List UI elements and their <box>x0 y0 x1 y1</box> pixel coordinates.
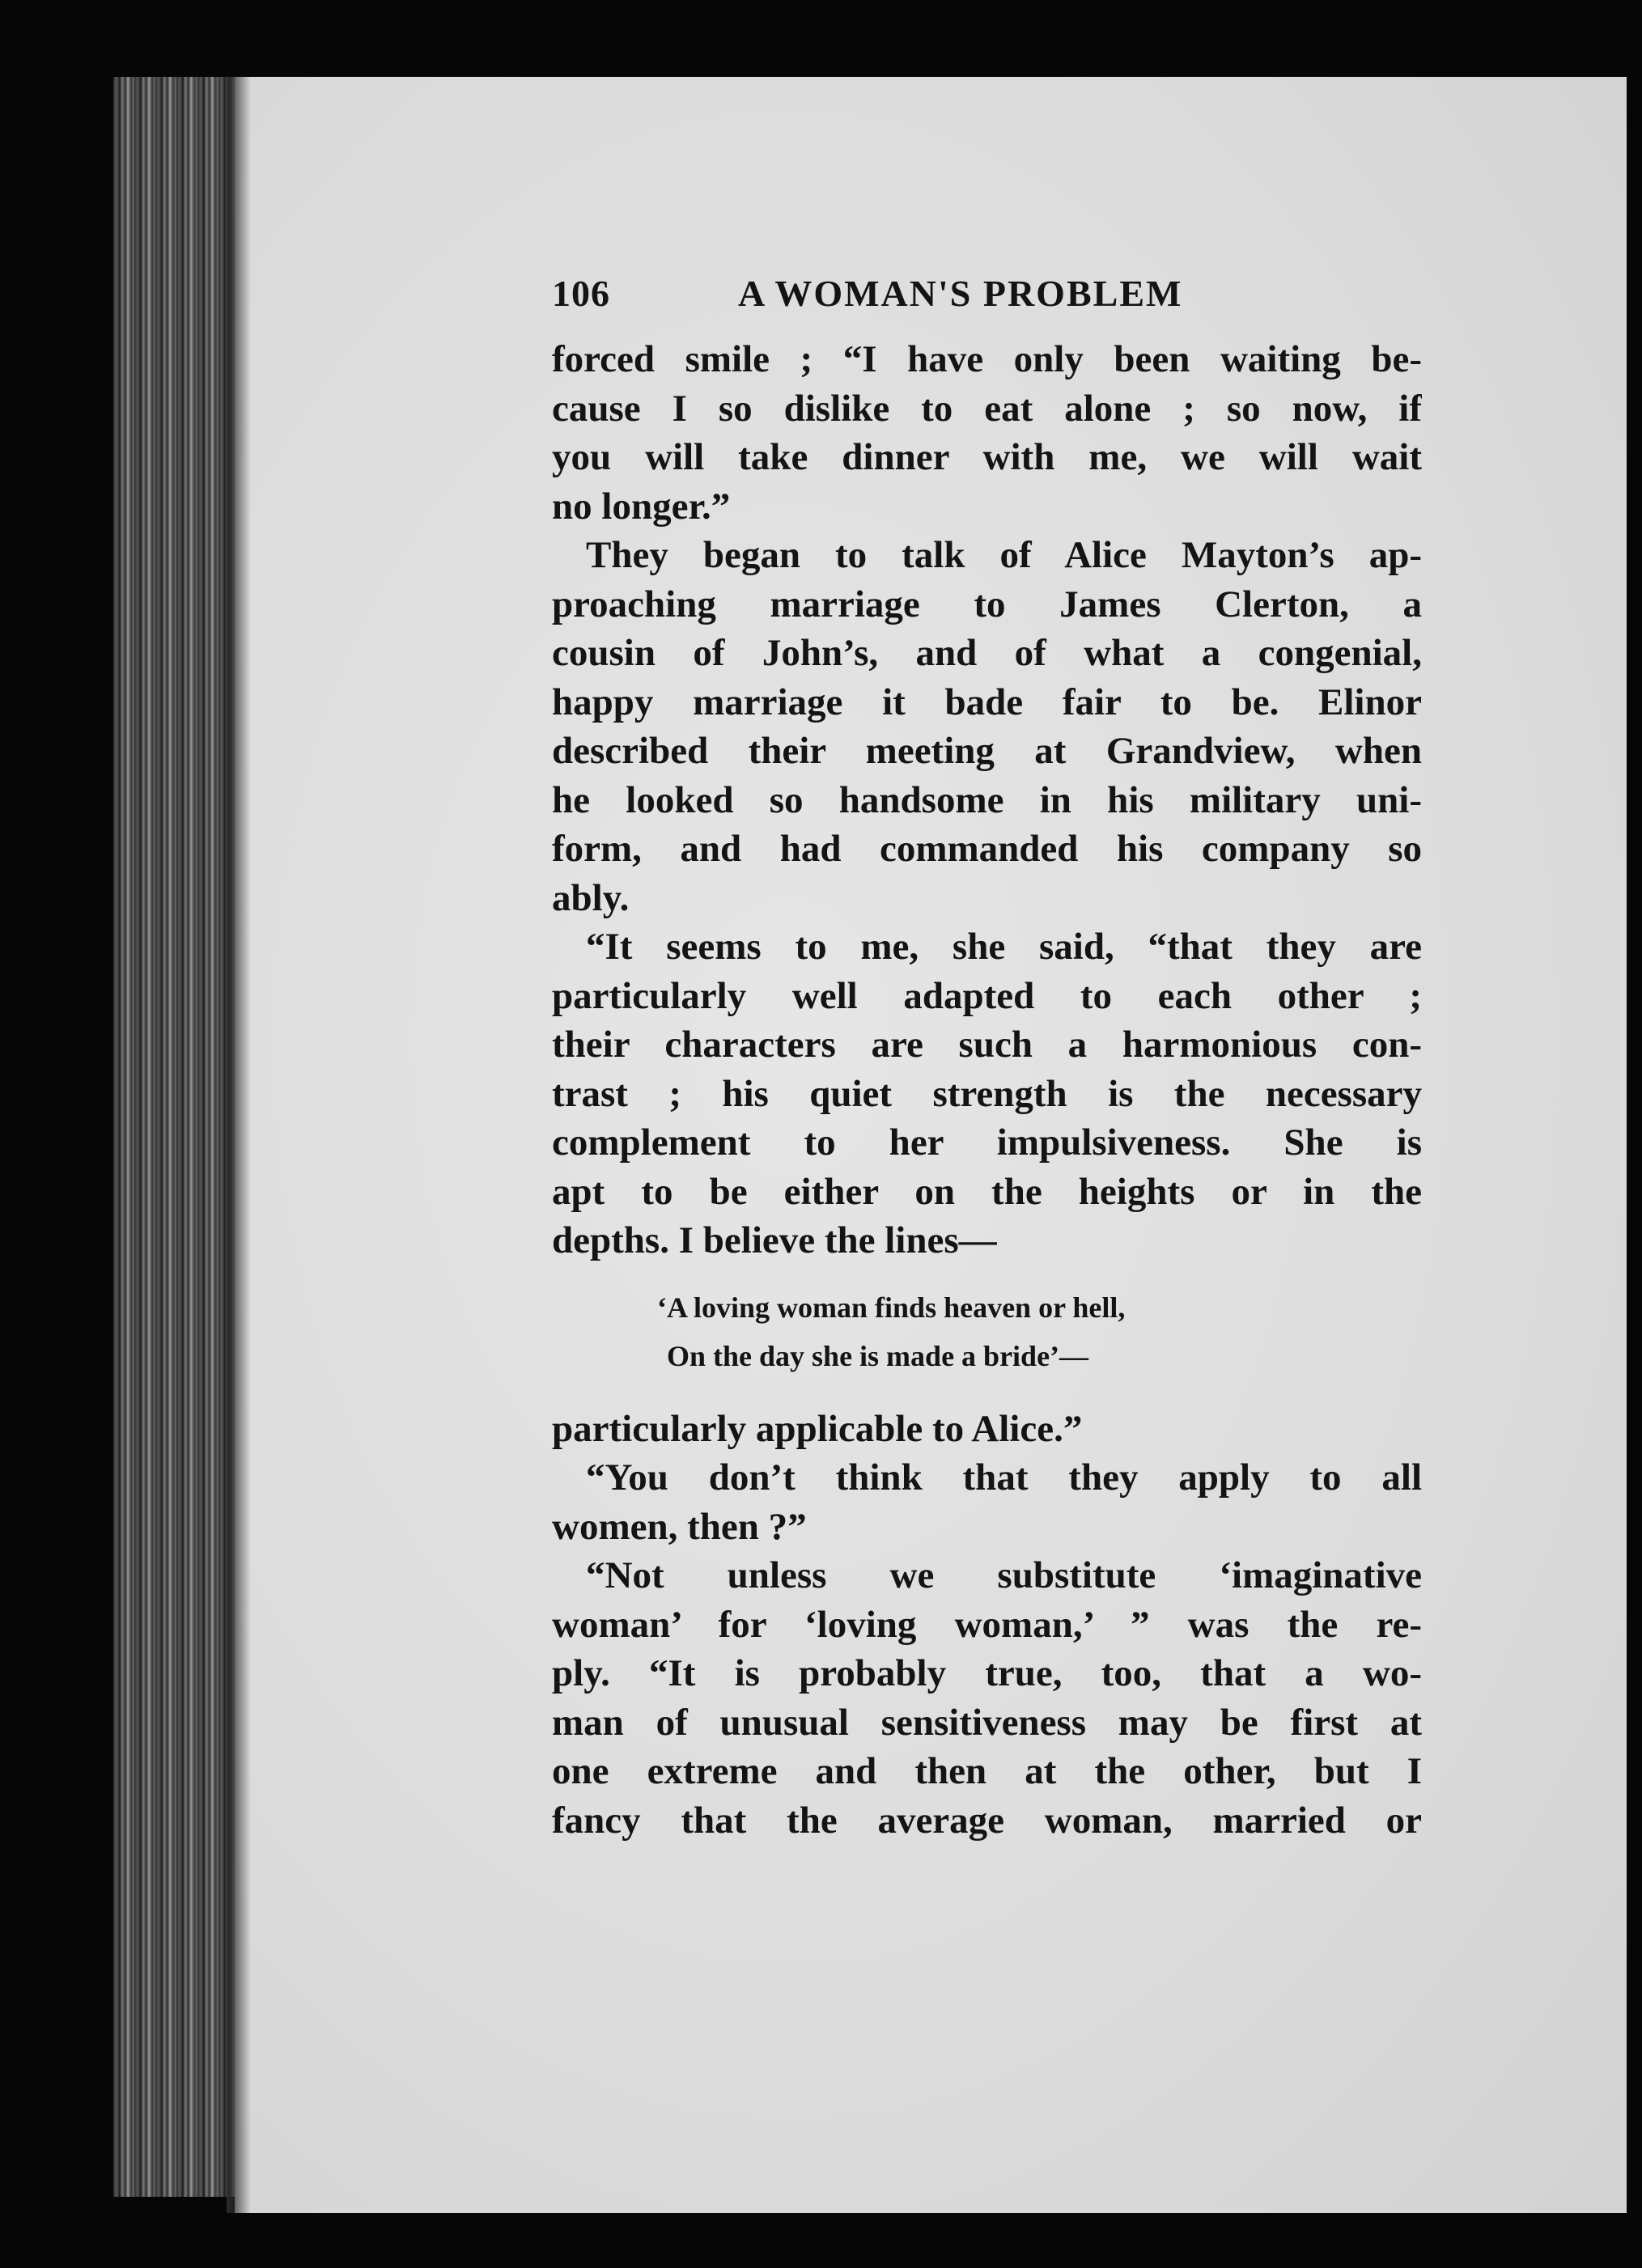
text-line: particularly applicable to Alice.” <box>552 1407 1083 1450</box>
text-line: forced smile ; “I have only been waiting be- <box>552 338 1422 380</box>
paragraph-3 <box>552 922 1422 1265</box>
text-line: particularly well adapted to each other ; <box>552 974 1422 1017</box>
text-line: fancy that the average woman, married or <box>552 1799 1422 1842</box>
verse-line: ‘A loving woman finds heaven or hell, <box>657 1291 1126 1324</box>
verse-line: On the day she is made a bride’— <box>667 1339 1089 1372</box>
page-number: 106 <box>552 273 610 314</box>
text-line: he looked so handsome in his military uni- <box>552 778 1422 821</box>
text-line: women, then ?” <box>552 1505 807 1548</box>
text-line: one extreme and then at the other, but I <box>552 1750 1422 1792</box>
text-line: happy marriage it bade fair to be. Elinor <box>552 680 1422 723</box>
text-line: trast ; his quiet strength is the necessary <box>552 1072 1422 1115</box>
text-line: They began to talk of Alice Mayton’s ap- <box>586 534 1422 576</box>
text-line: woman’ for ‘loving woman,’ ” was the re- <box>552 1603 1422 1646</box>
verse-quote <box>552 1283 1422 1380</box>
text-line: complement to her impulsiveness. She is <box>552 1121 1422 1164</box>
running-head <box>552 272 1422 330</box>
text-line: “Not unless we substitute ‘imaginative <box>586 1554 1422 1596</box>
paragraph-5 <box>552 1453 1422 1551</box>
text-line: form, and had commanded his company so <box>552 828 1422 870</box>
text-line: proaching marriage to James Clerton, a <box>552 583 1422 625</box>
text-line: depths. I believe the lines— <box>552 1219 997 1261</box>
paragraph-1 <box>552 335 1422 531</box>
text-line: ably. <box>552 876 630 919</box>
paragraph-6 <box>552 1551 1422 1845</box>
text-line: ply. “It is probably true, too, that a wo- <box>552 1652 1422 1694</box>
paragraph-4 <box>552 1405 1422 1454</box>
text-line: cousin of John’s, and of what a congenial, <box>552 632 1422 674</box>
text-line: “You don’t think that they apply to all <box>586 1456 1422 1499</box>
gutter-shadow <box>227 77 251 2213</box>
paragraph-2 <box>552 531 1422 922</box>
running-title: A WOMAN'S PROBLEM <box>738 273 1183 314</box>
text-line: “It seems to me, she said, “that they are <box>586 926 1422 968</box>
page-text <box>552 272 1422 1845</box>
text-line: described their meeting at Grandview, when <box>552 730 1422 772</box>
text-line: man of unusual sensitiveness may be first at <box>552 1701 1422 1744</box>
text-line: cause I so dislike to eat alone ; so now, if <box>552 387 1422 430</box>
text-line: their characters are such a harmonious con- <box>552 1024 1422 1066</box>
text-line: you will take dinner with me, we will wait <box>552 436 1422 478</box>
text-line: apt to be either on the heights or in the <box>552 1170 1422 1213</box>
text-line: no longer.” <box>552 485 731 528</box>
